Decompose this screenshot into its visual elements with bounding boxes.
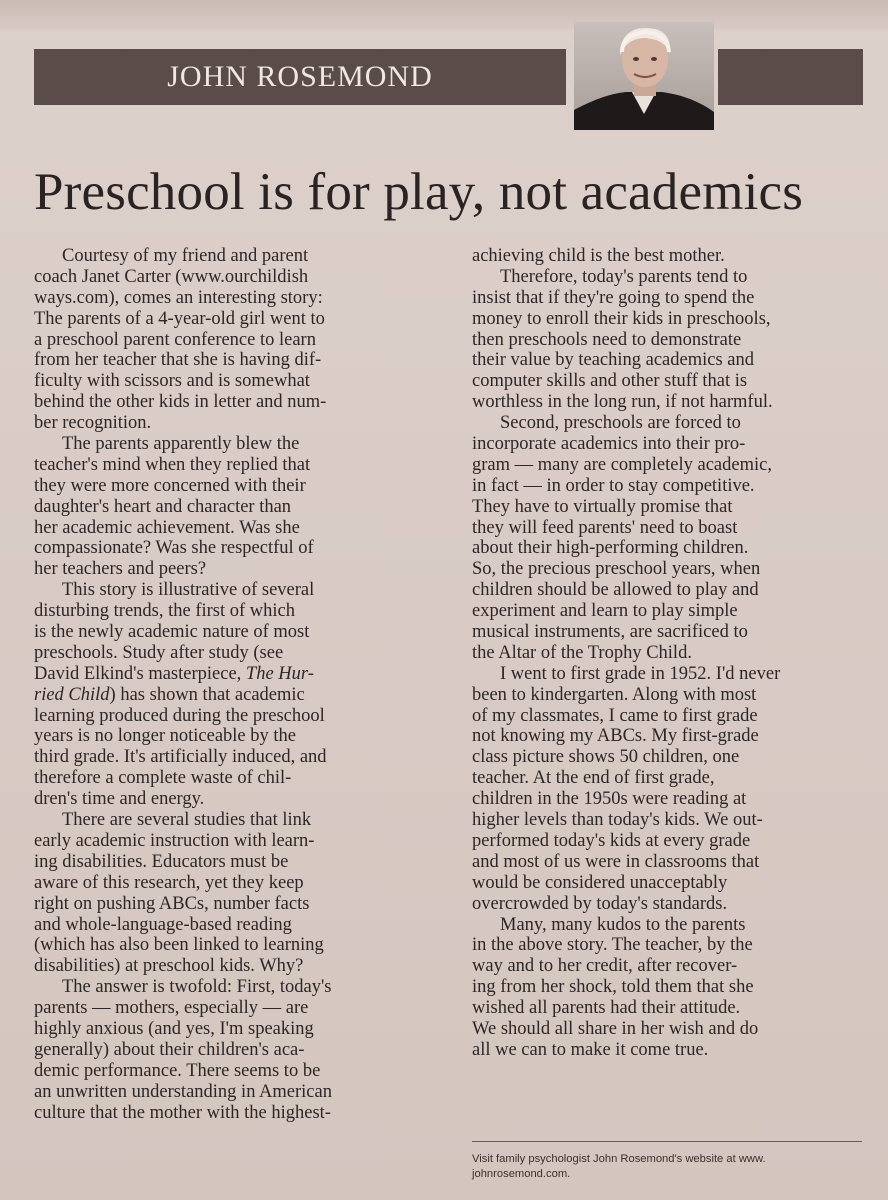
text-line-content: of my classmates, I came to first grade — [472, 705, 758, 726]
text-line — [34, 831, 444, 852]
text-line — [472, 601, 864, 622]
bleed-through-top — [0, 0, 888, 30]
text-line — [472, 894, 864, 915]
text-line-content: parents — mothers, especially — are — [34, 998, 309, 1019]
text-line — [34, 664, 444, 685]
text-line — [34, 350, 444, 371]
text-line — [34, 434, 444, 455]
text-line — [472, 350, 864, 371]
text-line — [472, 413, 864, 434]
text-line-content: ing disabilities. Educators must be — [34, 851, 289, 872]
text-line — [472, 685, 864, 706]
text-line-content: therefore a complete waste of chil- — [34, 768, 292, 789]
text-line-content: The answer is twofold: First, today's — [62, 977, 332, 998]
text-line — [472, 622, 864, 643]
text-line-content: an unwritten understanding in American — [34, 1081, 332, 1102]
text-line-content: Therefore, today's parents tend to — [500, 266, 748, 287]
text-line-content: culture that the mother with the highest- — [34, 1102, 331, 1123]
text-line — [34, 852, 444, 873]
text-line — [472, 371, 864, 392]
text-line — [34, 330, 444, 351]
text-line — [472, 747, 864, 768]
text-line — [34, 1082, 444, 1103]
text-line-content: So, the precious preschool years, when — [472, 559, 761, 580]
text-line-content: they will feed parents' need to boast — [472, 517, 738, 538]
text-line — [472, 288, 864, 309]
text-line — [472, 873, 864, 894]
text-line-content: dren's time and energy. — [34, 789, 205, 810]
text-line — [472, 497, 864, 518]
text-line-content: daughter's heart and character than — [34, 496, 292, 517]
text-line — [472, 330, 864, 351]
text-line-content: Many, many kudos to the parents — [500, 914, 746, 935]
text-line-content: learning produced during the preschool — [34, 705, 325, 726]
article-headline: Preschool is for play, not academics — [34, 163, 804, 221]
text-line-content: ficulty with scissors and is somewhat — [34, 371, 310, 392]
text-line-content: This story is illustrative of several — [62, 580, 315, 601]
text-line — [34, 580, 444, 601]
text-line-content: demic performance. There seems to be — [34, 1060, 321, 1081]
text-line-content: would be considered unacceptably — [472, 872, 728, 893]
text-line-content: compassionate? Was she respectful of — [34, 538, 314, 559]
text-line-content: preschools. Study after study (see — [34, 642, 284, 663]
text-line-content: performed today's kids at every grade — [472, 830, 751, 851]
text-line-content: Courtesy of my friend and parent — [62, 246, 309, 266]
text-line-content: I went to first grade in 1952. I'd never — [500, 663, 781, 684]
text-line-content: they were more concerned with their — [34, 475, 306, 496]
text-line-content: There are several studies that link — [62, 810, 312, 831]
text-line — [472, 643, 864, 664]
text-line — [472, 768, 864, 789]
text-line-content: incorporate academics into their pro- — [472, 434, 746, 455]
text-line — [472, 977, 864, 998]
author-credit — [472, 1152, 867, 1182]
text-line-content: and whole-language-based reading — [34, 914, 292, 935]
text-line — [34, 894, 444, 915]
text-line-content: their value by teaching academics and — [472, 350, 754, 371]
book-title-italic: The Hur- — [245, 663, 314, 684]
text-line-content: money to enroll their kids in preschools, — [472, 308, 771, 329]
text-line — [34, 518, 444, 539]
text-line-content: all we can to make it come true. — [472, 1039, 709, 1060]
text-line-content: and most of us were in classrooms that — [472, 851, 760, 872]
text-line — [472, 518, 864, 539]
text-line — [34, 1061, 444, 1082]
text-line — [472, 706, 864, 727]
text-line-content: disabilities) at preschool kids. Why? — [34, 956, 304, 977]
text-line — [34, 601, 444, 622]
text-line — [34, 998, 444, 1019]
text-line-content: overcrowded by today's standards. — [472, 893, 728, 914]
credit-line-2: johnrosemond.com. — [472, 1168, 571, 1180]
text-line — [34, 685, 444, 706]
text-line — [34, 915, 444, 936]
text-line — [472, 1019, 864, 1040]
text-line — [472, 998, 864, 1019]
text-line-content: way and to her credit, after recover- — [472, 956, 738, 977]
article-column-left — [34, 246, 444, 1123]
text-line-content: wished all parents had their attitude. — [472, 998, 741, 1019]
text-line-content: gram — many are completely academic, — [472, 454, 772, 475]
text-line — [34, 789, 444, 810]
text-line-content: achieving child is the best mother. — [472, 246, 725, 266]
text-line-content: ing from her shock, told them that she — [472, 977, 754, 998]
text-line — [34, 559, 444, 580]
text-line-content: higher levels than today's kids. We out- — [472, 810, 763, 831]
text-line — [34, 1103, 444, 1124]
text-line-content: early academic instruction with learn- — [34, 830, 315, 851]
text-line — [472, 476, 864, 497]
text-line-content: They have to virtually promise that — [472, 496, 733, 517]
text-line-content: worthless in the long run, if not harmful. — [472, 392, 773, 413]
text-line — [472, 267, 864, 288]
text-line-content: years is no longer noticeable by the — [34, 726, 296, 747]
text-line — [34, 873, 444, 894]
text-line — [34, 538, 444, 559]
columnist-photo — [574, 22, 714, 130]
text-line — [472, 831, 864, 852]
book-title-italic: ried Child — [34, 684, 110, 705]
text-line-content: in the above story. The teacher, by the — [472, 935, 753, 956]
text-line — [472, 726, 864, 747]
text-line-content: (which has also been linked to learning — [34, 935, 324, 956]
text-line-content: The parents of a 4-year-old girl went to — [34, 308, 325, 329]
article-column-right — [472, 246, 864, 1061]
text-line-content: children in the 1950s were reading at — [472, 789, 747, 810]
text-line-content: insist that if they're going to spend the — [472, 287, 755, 308]
text-line-content: been to kindergarten. Along with most — [472, 684, 757, 705]
text-line — [34, 413, 444, 434]
text-line — [34, 643, 444, 664]
text-line — [34, 371, 444, 392]
text-line — [472, 246, 864, 267]
credit-divider — [472, 1141, 862, 1142]
text-line — [472, 309, 864, 330]
text-line-content: The parents apparently blew the — [62, 434, 300, 455]
text-line-content: from her teacher that she is having dif- — [34, 350, 322, 371]
text-line — [34, 1019, 444, 1040]
text-line — [34, 747, 444, 768]
text-line-content: the Altar of the Trophy Child. — [472, 642, 692, 663]
text-line-content: experiment and learn to play simple — [472, 601, 738, 622]
text-line — [34, 768, 444, 789]
text-line — [34, 956, 444, 977]
text-line — [472, 580, 864, 601]
text-line — [34, 288, 444, 309]
text-line-content: computer skills and other stuff that is — [472, 371, 748, 392]
text-line — [34, 267, 444, 288]
text-line-content: then preschools need to demonstrate — [472, 329, 742, 350]
text-line — [34, 455, 444, 476]
text-line-content: behind the other kids in letter and num- — [34, 392, 327, 413]
text-line — [472, 789, 864, 810]
text-line — [34, 706, 444, 727]
text-line-content: about their high-performing children. — [472, 538, 749, 559]
text-line-content: is the newly academic nature of most — [34, 622, 310, 643]
text-line — [34, 1040, 444, 1061]
text-line-content: David Elkind's masterpiece, — [34, 663, 246, 684]
text-line — [472, 538, 864, 559]
text-line — [472, 810, 864, 831]
text-line-content: children should be allowed to play and — [472, 580, 759, 601]
text-line-content: a preschool parent conference to learn — [34, 329, 316, 350]
text-line-content: ) has shown that academic — [109, 684, 305, 705]
text-line — [472, 559, 864, 580]
text-line — [34, 392, 444, 413]
text-line-content: disturbing trends, the first of which — [34, 601, 296, 622]
text-line-content: not knowing my ABCs. My first-grade — [472, 726, 759, 747]
text-line-content: coach Janet Carter (www.ourchildish — [34, 266, 309, 287]
text-line — [34, 246, 444, 267]
text-line-content: aware of this research, yet they keep — [34, 872, 304, 893]
text-line — [472, 434, 864, 455]
text-line — [472, 392, 864, 413]
portrait-image — [574, 22, 714, 130]
text-line-content: ways.com), comes an interesting story: — [34, 287, 323, 308]
text-line — [34, 476, 444, 497]
text-line — [472, 956, 864, 977]
text-line-content: teacher's mind when they replied that — [34, 454, 311, 475]
text-line — [34, 622, 444, 643]
text-line — [34, 935, 444, 956]
text-line — [34, 309, 444, 330]
text-line — [472, 852, 864, 873]
text-line-content: right on pushing ABCs, number facts — [34, 893, 310, 914]
text-line-content: generally) about their children's aca- — [34, 1039, 305, 1060]
text-line-content: Second, preschools are forced to — [500, 413, 741, 434]
text-line — [34, 497, 444, 518]
text-line — [472, 935, 864, 956]
credit-line-1: Visit family psychologist John Rosemond's website at www. — [472, 1153, 766, 1165]
text-line — [472, 915, 864, 936]
text-line-content: ber recognition. — [34, 413, 152, 434]
text-line — [34, 810, 444, 831]
text-line-content: We should all share in her wish and do — [472, 1018, 759, 1039]
columnist-name: JOHN ROSEMOND — [167, 60, 433, 93]
text-line-content: third grade. It's artificially induced, and — [34, 747, 327, 768]
text-line — [34, 977, 444, 998]
text-line-content: in fact — in order to stay competitive. — [472, 475, 755, 496]
text-line — [472, 1040, 864, 1061]
text-line-content: teacher. At the end of first grade, — [472, 768, 715, 789]
text-line-content: her teachers and peers? — [34, 559, 207, 580]
text-line-content: class picture shows 50 children, one — [472, 747, 740, 768]
text-line — [472, 455, 864, 476]
columnist-banner-right — [718, 49, 863, 105]
text-line-content: highly anxious (and yes, I'm speaking — [34, 1018, 314, 1039]
text-line-content: musical instruments, are sacrificed to — [472, 622, 748, 643]
text-line-content: her academic achievement. Was she — [34, 517, 300, 538]
text-line — [34, 726, 444, 747]
text-line — [472, 664, 864, 685]
